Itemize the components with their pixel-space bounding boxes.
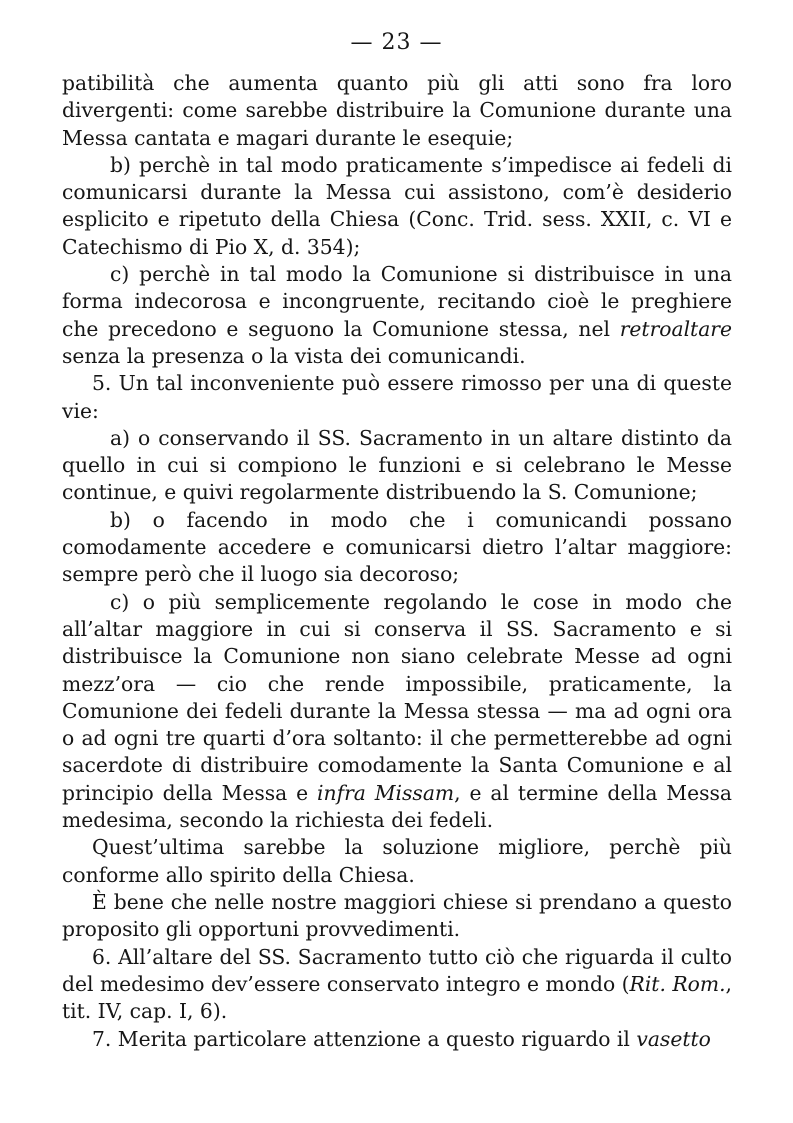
paragraph-section-7: 7. Merita particolare attenzione a questo riguardo il vasetto [92, 1027, 711, 1052]
paragraph-continuation: patibilità che aumenta quanto più gli atti sono fra loro divergenti: come sarebbe distribuire la Comunione durante una Messa cantata e magari durante le esequie; [62, 71, 732, 150]
italic-term: retroaltare [619, 316, 732, 341]
paragraph-provisions: È bene che nelle nostre maggiori chiese si prendano a questo proposito gli opportuni provvedimenti. [62, 889, 732, 942]
paragraph-reason-c: c) perchè in tal modo la Comunione si distribuisce in una forma indecorosa e incongruente, recitando cioè le preghiere che precedono e seguono la Comunione stessa, nel retroaltare senza la presenza o la vista dei comunicandi. [62, 262, 732, 368]
italic-term: Rit. Rom. [629, 971, 726, 996]
paragraph-reason-b: b) perchè in tal modo praticamente s’impedisce ai fedeli di comunicarsi durante la Messa cui assistono, com’è desiderio esplicito e ripetuto della Chiesa (Conc. Trid. sess. XXII, c. VI e Catechismo di Pio X, d. 354); [62, 152, 732, 259]
paragraph-option-c: c) o più semplicemente regolando le cose in modo che all’altar maggiore in cui si conserva il SS. Sacramento e si distribuisce la Comunione non siano celebrate Messe ad ogni mezz’ora — cio che rende impossibile, praticamente, la Comunione dei fedeli durante la Messa stessa — ma ad ogni ora o ad ogni tre quarti d’ora soltanto: il che permetterebbe ad ogni sacerdote di distribuire comodamente la Santa Comunione e al principio della Messa e infra Missam, e al termine della Messa medesima, secondo la richiesta dei fedeli. [62, 589, 732, 833]
paragraph-section-6: 6. All’altare del SS. Sacramento tutto ciò che riguarda il culto del medesimo dev’essere conservato integro e mondo (Rit. Rom., tit. IV, cap. I, 6). [62, 944, 732, 1024]
italic-term: infra Missam [317, 780, 455, 805]
page-number: — 23 — [350, 30, 443, 55]
paragraph-option-a: a) o conservando il SS. Sacramento in un altare distinto da quello in cui si compiono le funzioni e si celebrano le Messe continue, e quivi regolarmente distribuendo la S. Comunione; [62, 425, 732, 505]
paragraph-section-5: 5. Un tal inconveniente può essere rimosso per una di queste vie: [62, 371, 732, 423]
paragraph-option-b: b) o facendo in modo che i comunicandi possano comodamente accedere e comunicarsi dietro l’altar maggiore: sempre però che il luogo sia decoroso; [62, 507, 732, 587]
italic-term: vasetto [636, 1027, 711, 1052]
paragraph-best-solution: Quest’ultima sarebbe la soluzione migliore, perchè più conforme allo spirito della Chiesa. [62, 835, 732, 887]
page-body [62, 70, 732, 1054]
